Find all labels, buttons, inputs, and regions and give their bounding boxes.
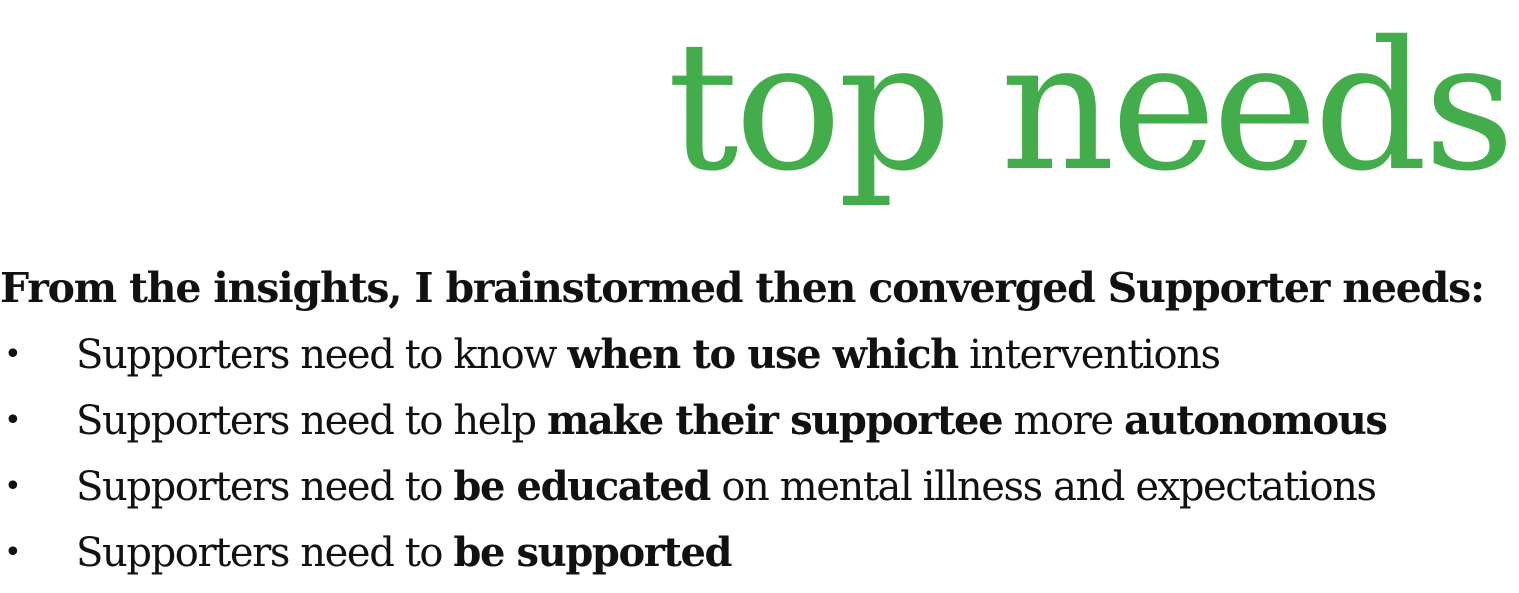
need-text: Supporters need to (76, 530, 454, 576)
bullet-icon: • (4, 337, 21, 372)
intro-text: From the insights, I brainstormed then converged Supporter needs: (0, 264, 1484, 312)
need-text: Supporters need to help (76, 398, 547, 444)
need-emphasis: make their supportee (546, 397, 1003, 444)
need-emphasis: when to use which (567, 331, 958, 378)
page-title: top needs (667, 3, 1511, 210)
need-item-3 (0, 461, 1387, 527)
need-text: on mental illness and expectations (710, 464, 1376, 510)
need-item-2 (0, 395, 1387, 461)
need-text: Supporters need to know (76, 332, 568, 378)
need-emphasis: be supported (453, 529, 732, 576)
need-item-1 (0, 329, 1387, 395)
need-emphasis: autonomous (1124, 397, 1387, 444)
bullet-icon: • (4, 469, 21, 504)
needs-list (0, 329, 1387, 593)
bullet-icon: • (4, 535, 21, 570)
bullet-icon: • (4, 403, 21, 438)
need-item-4 (0, 527, 1387, 593)
need-text: Supporters need to (76, 464, 454, 510)
need-text: interventions (957, 332, 1220, 378)
need-emphasis: be educated (453, 463, 711, 510)
need-text: more (1002, 398, 1124, 444)
